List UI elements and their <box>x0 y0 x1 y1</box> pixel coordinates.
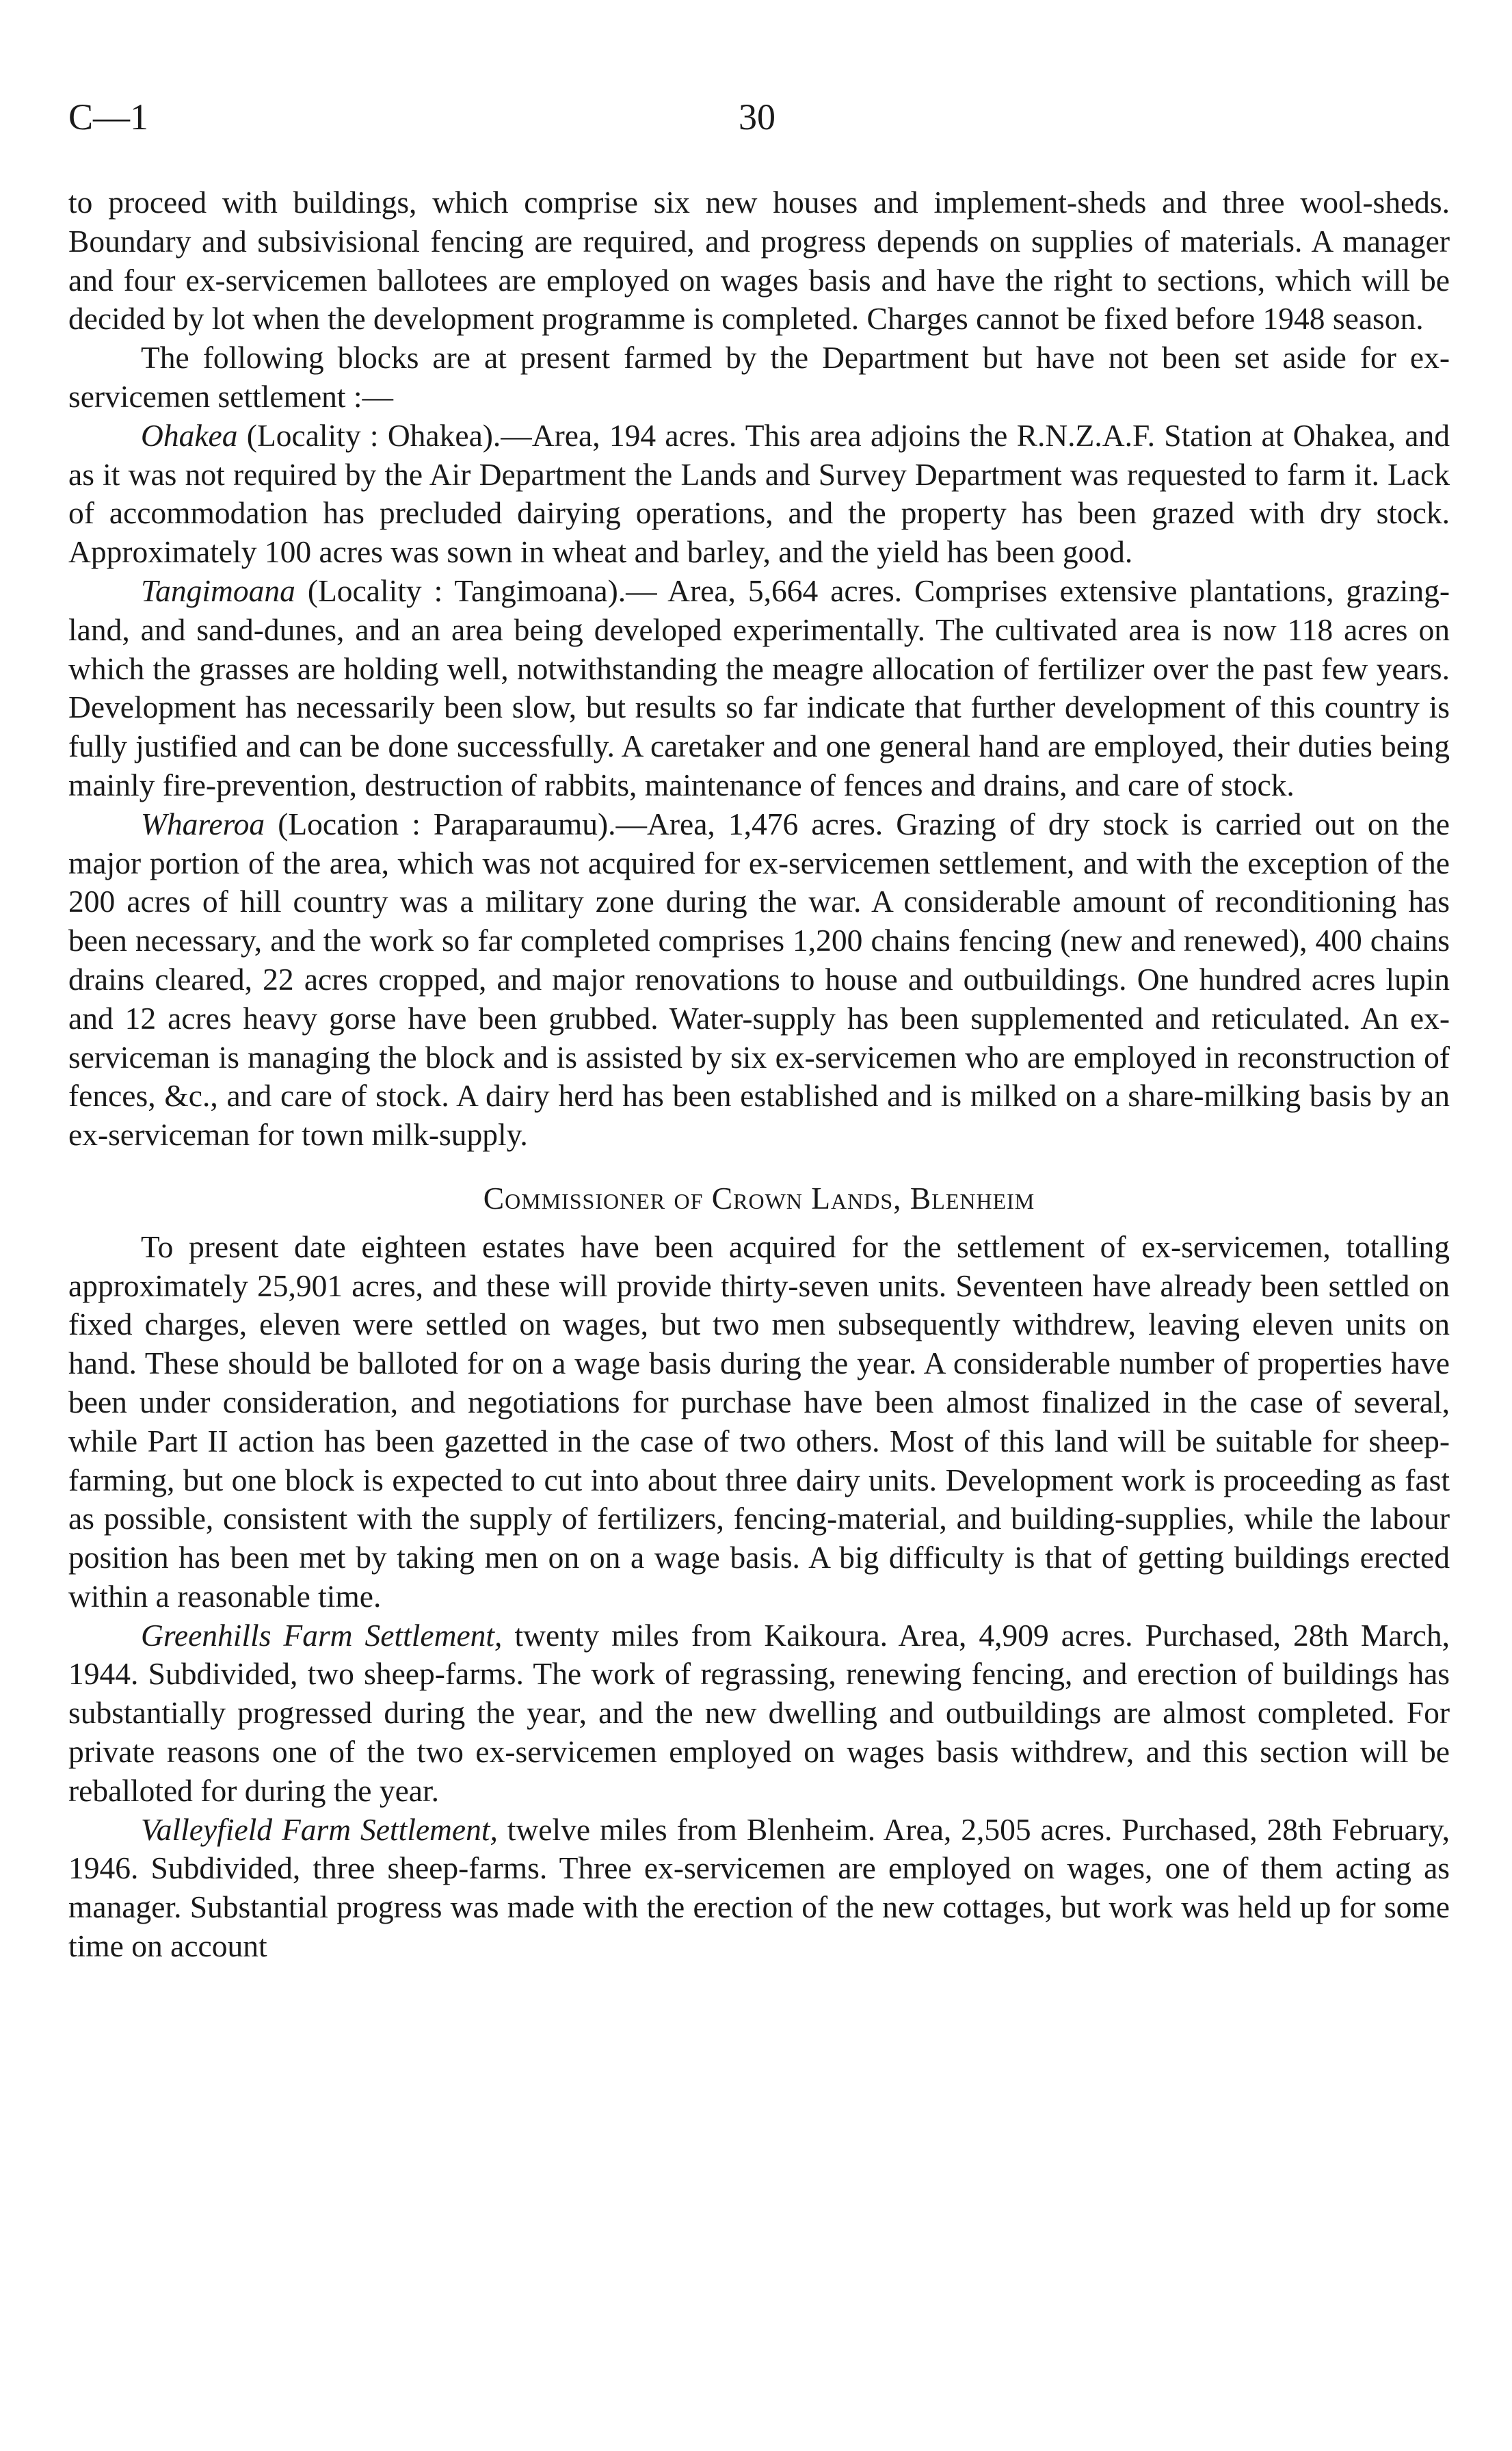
paragraph-blocks-intro: The following blocks are at present farmed by the Department but have not been set aside for ex-servicemen settlement :— <box>68 340 1450 414</box>
page-number: 30 <box>739 96 775 137</box>
page-header <box>68 96 1450 150</box>
ohakea-name: Ohakea <box>141 417 238 453</box>
greenhills-text: twenty miles from Kaikoura. Area, 4,909 acres. Purchased, 28th March, 1944. Subdivided, two sheep-farms. The work of regrassing, renewing fencing, and erection of buildings has substantially progressed during the year, and the new dwelling and outbuildings are almost completed. For private reasons one of the two ex-servicemen employed on wages basis withdrew, and this section will be reballoted for during the year. <box>68 1617 1450 1808</box>
paragraph-blenheim: To present date eighteen estates have been acquired for the settlement of ex-servicemen, totalling approximately 25,901 acres, and these will provide thirty-seven units. Seventeen have already been settled on fixed charges, eleven were settled on wages, but two men subsequently withdrew, leaving eleven units on hand. These should be balloted for on a wage basis during the year. A considerable number of properties have been under consideration, and negotiations for purchase have been almost finalized in the case of several, while Part II action has been gazetted in the case of two others. Most of this land will be suitable for sheep-farming, but one block is expected to cut into about three dairy units. Development work is proceeding as fast as possible, consistent with the supply of fertilizers, fencing-material, and building-supplies, while the labour position has been met by taking men on on a wage basis. A big difficulty is that of getting buildings erected within a reasonable time. <box>68 1229 1450 1614</box>
document-code: C—1 <box>68 96 149 137</box>
ohakea-text: (Locality : Ohakea).—Area, 194 acres. This area adjoins the R.N.Z.A.F. Station at Ohakea, and as it was not required by the Air Department the Lands and Survey Department was requested to farm it. Lack of accommodation has precluded dairying operations, and the property has been grazed with dry stock. Approximately 100 acres was sown in wheat and barley, and the yield has been good. <box>68 417 1450 570</box>
whareroa-text: (Location : Paraparaumu).—Area, 1,476 acres. Grazing of dry stock is carried out on the major portion of the area, which was not acquired for ex-servicemen settlement, and with the exception of the 200 acres of hill country was a military zone during the war. A considerable amount of reconditioning has been necessary, and the work so far completed comprises 1,200 chains fencing (new and renewed), 400 chains drains cleared, 22 acres cropped, and major renovations to house and outbuildings. One hundred acres lupin and 12 acres heavy gorse have been grubbed. Water-supply has been supplemented and reticulated. An ex-serviceman is managing the block and is assisted by six ex-servicemen who are employed in reconstruction of fences, &c., and care of stock. A dairy herd has been established and is milked on a share-milking basis by an ex-serviceman for town milk-supply. <box>68 806 1450 1153</box>
paragraph-valleyfield <box>68 1811 1450 1966</box>
valleyfield-name: Valleyfield Farm Settlement, <box>141 1811 498 1847</box>
paragraph-greenhills <box>68 1616 1450 1811</box>
document-body <box>68 183 1450 1966</box>
paragraph-ohakea <box>68 417 1450 572</box>
valleyfield-text: twelve miles from Blenheim. Area, 2,505 acres. Purchased, 28th February, 1946. Subdivided, three sheep-farms. Three ex-servicemen are employed on wages, one of them acting as manager. Substantial progress was made with the erection of the new cottages, but work was held up for some time on account <box>68 1811 1450 1964</box>
paragraph-whareroa <box>68 805 1450 1155</box>
tangimoana-text: (Locality : Tangimoana).— Area, 5,664 acres. Comprises extensive plantations, grazing-land, and sand-dunes, and an area being developed experimentally. The cultivated area is now 118 acres on which the grasses are holding well, notwithstanding the meagre allocation of fertilizer over the past few years. Development has necessarily been slow, but results so far indicate that further development of this country is fully justified and can be done successfully. A caretaker and one general hand are employed, their duties being mainly fire-prevention, destruction of rabbits, maintenance of fences and drains, and care of stock. <box>68 573 1450 802</box>
whareroa-name: Whareroa <box>141 806 265 841</box>
greenhills-name: Greenhills Farm Settlement, <box>141 1617 503 1653</box>
tangimoana-name: Tangimoana <box>141 573 295 608</box>
paragraph-continuation: to proceed with buildings, which comprise six new houses and implement-sheds and three wool-sheds. Boundary and subsivisional fencing are required, and progress depends on supplies of materials. A manager and four ex-servicemen ballotees are employed on wages basis and have the right to sections, which will be decided by lot when the development programme is completed. Charges cannot be fixed before 1948 season. <box>68 185 1450 337</box>
section-heading: Commissioner of Crown Lands, Blenheim <box>483 1180 1035 1216</box>
paragraph-tangimoana <box>68 572 1450 805</box>
